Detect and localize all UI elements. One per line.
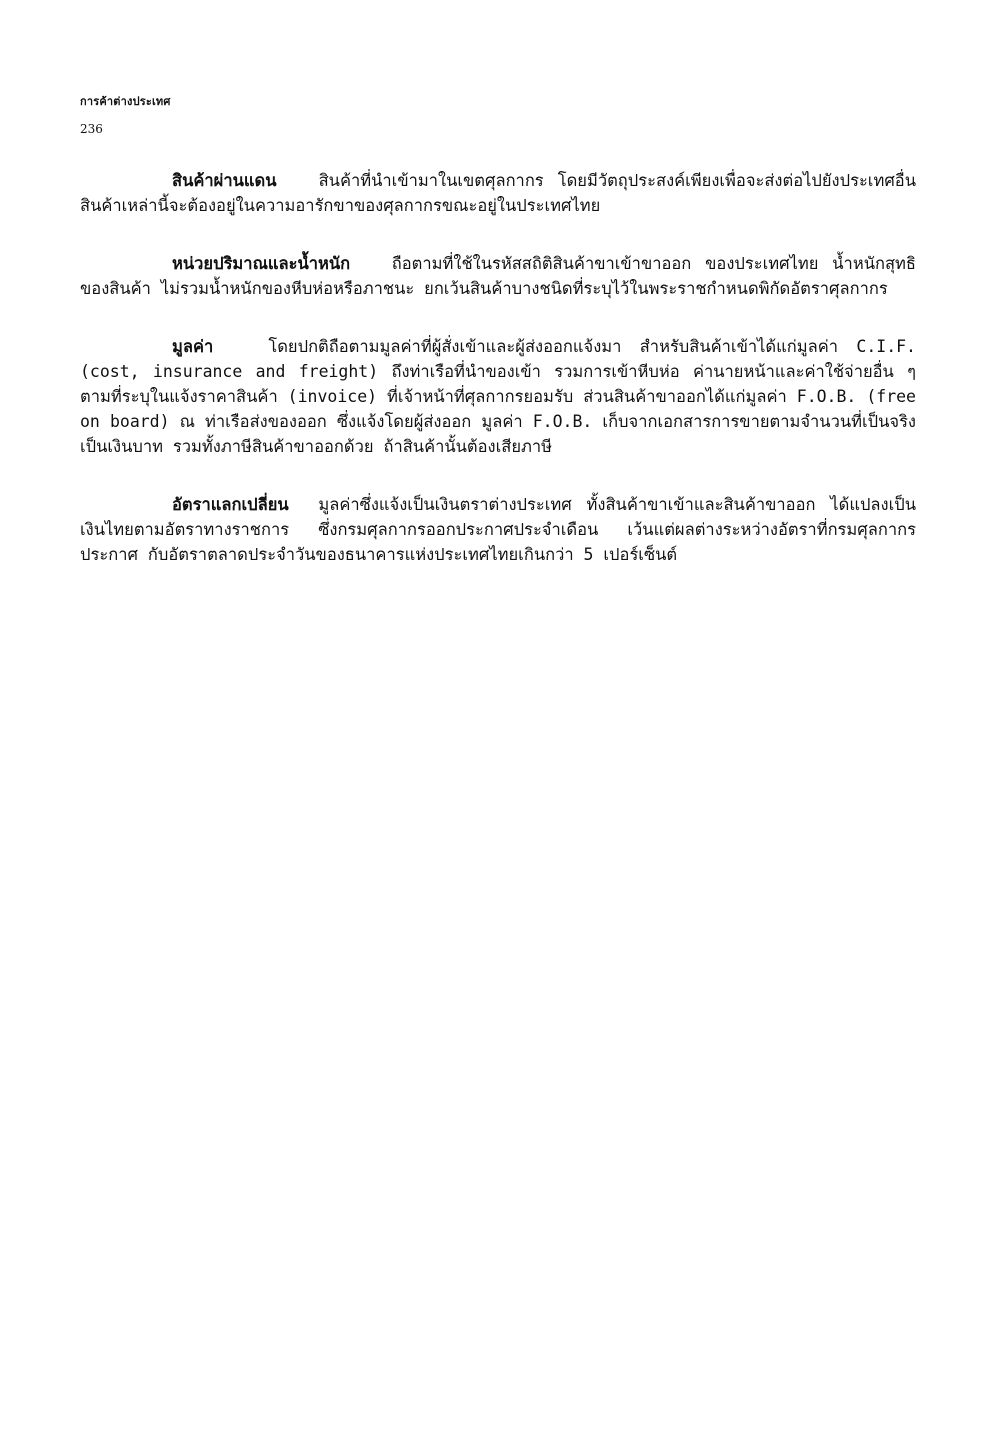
- definition-value: โดยปกติถือตามมูลค่าที่ผู้สั่งเข้าและผู้ส่งออกแจ้งมา สำหรับสินค้าเข้าได้แก่มูลค่า C.I.F. (cost, insurance and freight) ถึงท่าเรือที่นำของเข้า รวมการเข้าหีบห่อ ค่านายหน้าและค่าใช้จ่ายอื่น ๆ ตามที่ระบุในแจ้งราคาสินค้า (invoice) ที่เจ้าหน้าที่ศุลกากรยอมรับ ส่วนสินค้าขาออกได้แก่มูลค่า F.O.B. (free on board) ณ ท่าเรือส่งของออก ซึ่งแจ้งโดยผู้ส่งออก มูลค่า F.O.B. เก็บจากเอกสารการขายตามจำนวนที่เป็นจริงเป็นเงินบาท รวมทั้งภาษีสินค้าขาออกด้วย ถ้าสินค้านั้นต้องเสียภาษี: [80, 337, 916, 456]
- definition-units-weight: ถือตามที่ใช้ในรหัสสถิติสินค้าขาเข้าขาออก ของประเทศไทย น้ำหนักสุทธิของสินค้า ไม่รวมน้ำหนักของหีบห่อหรือภาชนะ ยกเว้นสินค้าบางชนิดที่ระบุไว้ในพระราชกำหนดพิกัดอัตราศุลกากร: [80, 254, 916, 298]
- term-value: มูลค่า: [172, 337, 214, 356]
- running-head: การค้าต่างประเทศ: [80, 95, 171, 108]
- definition-exchange-rate: มูลค่าซึ่งแจ้งเป็นเงินตราต่างประเทศ ทั้งสินค้าขาเข้าและสินค้าขาออก ได้แปลงเป็นเงินไทยตามอัตราทางราชการ ซึ่งกรมศุลกากรออกประกาศประจำเดือน เว้นแต่ผลต่างระหว่างอัตราที่กรมศุลกากรประกาศ กับอัตราตลาดประจำวันของธนาคารแห่งประเทศไทยเกินกว่า 5 เปอร์เซ็นต์: [80, 495, 916, 564]
- term-transit-goods: สินค้าผ่านแดน: [172, 171, 277, 190]
- paragraph-value: [80, 334, 916, 459]
- paragraph-units-weight: [80, 251, 916, 301]
- paragraph-exchange-rate: [80, 492, 916, 567]
- paragraph-transit-goods: [80, 168, 916, 218]
- definition-transit-goods: สินค้าที่นำเข้ามาในเขตศุลกากร โดยมีวัตถุประสงค์เพียงเพื่อจะส่งต่อไปยังประเทศอื่น สินค้าเหล่านี้จะต้องอยู่ในความอารักขาของศุลกากรขณะอยู่ในประเทศไทย: [80, 171, 916, 215]
- term-units-weight: หน่วยปริมาณและน้ำหนัก: [172, 254, 351, 273]
- term-exchange-rate: อัตราแลกเปลี่ยน: [172, 495, 289, 514]
- page-number: 236: [80, 122, 103, 136]
- document-body: [80, 168, 916, 600]
